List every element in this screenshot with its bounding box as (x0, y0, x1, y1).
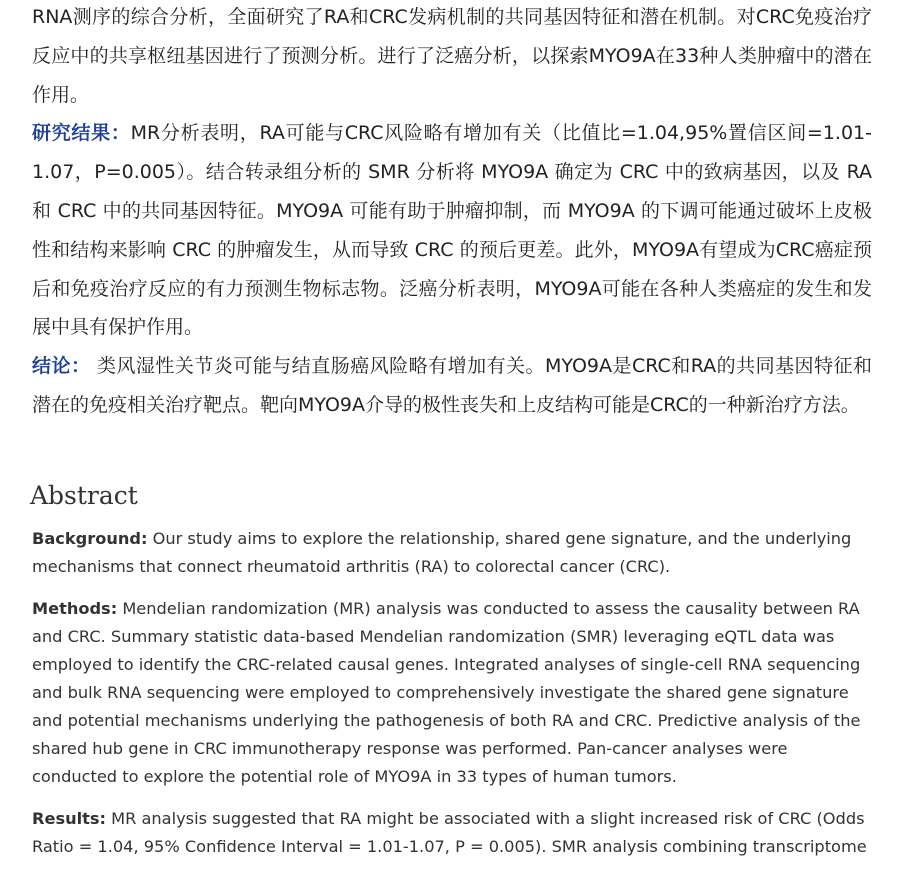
zh-intro-paragraph (32, 0, 872, 114)
zh-results-label: 研究结果： (32, 122, 131, 145)
results-label: Results: (32, 808, 106, 828)
abstract-background-paragraph (32, 525, 872, 581)
background-label: Background: (32, 528, 148, 548)
zh-conclusion-paragraph (32, 347, 872, 425)
zh-results-text: MR分析表明，RA可能与CRC风险略有增加有关（比值比=1.04,95%置信区间=1.01-1.07，P=0.005）。结合转录组分析的 SMR 分析将 MYO9A 确定为 CRC 中的致病基因，以及 RA 和 CRC 中的共同基因特征。MYO9A 可能有助于肿瘤抑制，而 MYO9A 的下调可能通过破坏上皮极性和结构来影响 CRC 的肿瘤发生，从而导致 CRC 的预后更差。此外，MYO9A有望成为CRC癌症预后和免疫治疗反应的有力预测生物标志物。泛癌分析表明，MYO9A可能在各种人类癌症的发生和发展中具有保护作用。 (32, 122, 872, 339)
methods-label: Methods: (32, 598, 118, 618)
zh-results-paragraph (32, 114, 872, 347)
results-text: MR analysis suggested that RA might be associated with a slight increased risk of CRC (Odds Ratio = 1.04, 95% Confidence Interval = 1.01-1.07, P = 0.005). SMR analysis combining transcriptome (32, 808, 867, 856)
zh-conclusion-text: 类风湿性关节炎可能与结直肠癌风险略有增加有关。MYO9A是CRC和RA的共同基因特征和潜在的免疫相关治疗靶点。靶向MYO9A介导的极性丧失和上皮结构可能是CRC的一种新治疗方法。 (32, 355, 872, 416)
background-text: Our study aims to explore the relationship, shared gene signature, and the underlying mechanisms that connect rheumatoid arthritis (RA) to colorectal cancer (CRC). (32, 528, 852, 576)
zh-conclusion-label: 结论： (32, 355, 91, 378)
abstract-results-paragraph (32, 805, 872, 861)
abstract-heading: Abstract (30, 480, 138, 510)
methods-text: Mendelian randomization (MR) analysis was conducted to assess the causality between RA and CRC. Summary statistic data-based Mendelian randomization (SMR) leveraging eQTL data was employed to identify the CRC-related causal genes. Integrated analyses of single-cell RNA sequencing and bulk RNA sequencing were employed to comprehensively investigate the shared gene signature and potential mechanisms underlying the pathogenesis of both RA and CRC. Predictive analysis of the shared hub gene in CRC immunotherapy response was performed. Pan-cancer analyses were conducted to explore the potential role of MYO9A in 33 types of human tumors. (32, 598, 861, 786)
zh-intro-text: RNA测序的综合分析，全面研究了RA和CRC发病机制的共同基因特征和潜在机制。对CRC免疫治疗反应中的共享枢纽基因进行了预测分析。进行了泛癌分析，以探索MYO9A在33种人类肿瘤中的潜在作用。 (32, 6, 872, 106)
abstract-methods-paragraph (32, 595, 872, 791)
article-body (32, 0, 872, 875)
